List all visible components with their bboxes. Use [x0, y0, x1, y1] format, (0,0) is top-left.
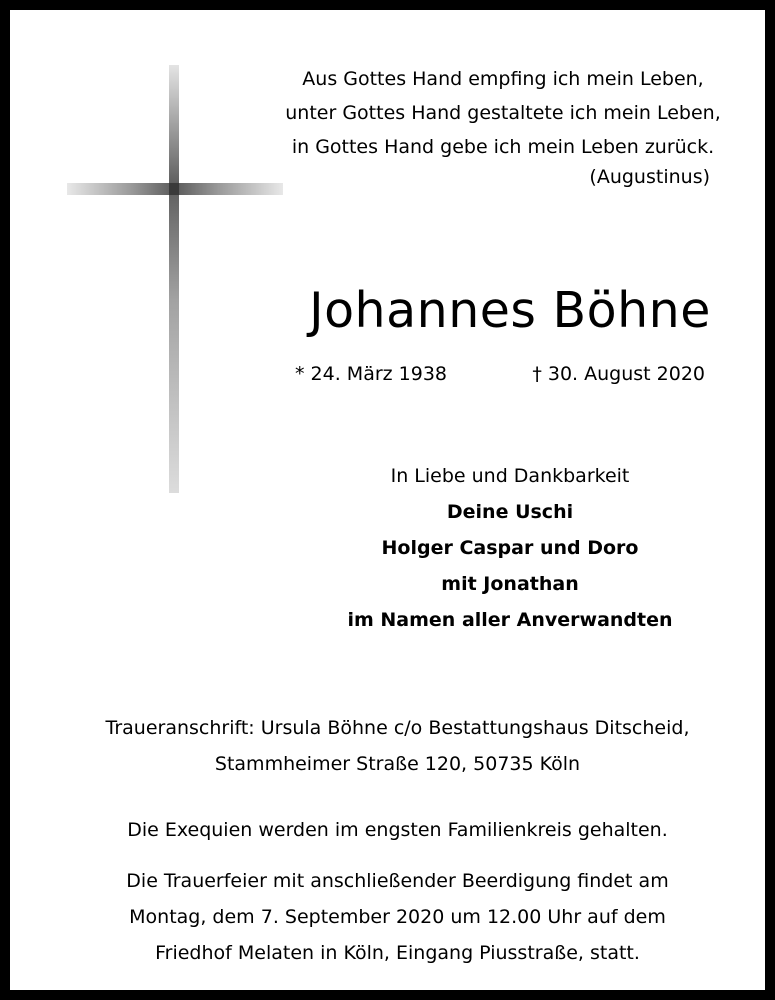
- bible-verse: [265, 62, 741, 164]
- verse-line-2: unter Gottes Hand gestaltete ich mein Leben,: [285, 102, 721, 124]
- mourners-intro: In Liebe und Dankbarkeit: [390, 465, 630, 487]
- verse-line-1: Aus Gottes Hand empfing ich mein Leben,: [302, 68, 704, 90]
- funeral-line-3: Friedhof Melaten in Köln, Eingang Piusstraße, statt.: [155, 942, 640, 964]
- death-date: † 30. August 2020: [532, 363, 705, 385]
- verse-author: (Augustinus): [589, 166, 710, 188]
- deceased-name: Johannes Böhne: [309, 282, 711, 339]
- cross-vertical-beam: [169, 65, 179, 493]
- verse-line-3: in Gottes Hand gebe ich mein Leben zurück.: [291, 136, 715, 158]
- cross-intersection: [169, 183, 179, 195]
- mourners-block: [310, 458, 710, 638]
- funeral-line-1: Die Trauerfeier mit anschließender Beerdigung findet am: [126, 870, 669, 892]
- mourning-address: [30, 710, 765, 782]
- mourner-name: Deine Uschi: [446, 501, 574, 523]
- address-line-1: Traueranschrift: Ursula Böhne c/o Bestattungshaus Ditscheid,: [105, 717, 690, 739]
- mourner-name: im Namen aller Anverwandten: [347, 609, 673, 631]
- mourner-name: mit Jonathan: [441, 573, 579, 595]
- exequies-notice: Die Exequien werden im engsten Familienkreis gehalten.: [127, 819, 668, 841]
- birth-date: * 24. März 1938: [295, 363, 448, 385]
- funeral-line-2: Montag, dem 7. September 2020 um 12.00 Uhr auf dem: [129, 906, 666, 928]
- funeral-notice: [30, 863, 765, 971]
- mourner-name: Holger Caspar und Doro: [381, 537, 639, 559]
- cross-icon: [67, 65, 283, 493]
- address-line-2: Stammheimer Straße 120, 50735 Köln: [214, 753, 581, 775]
